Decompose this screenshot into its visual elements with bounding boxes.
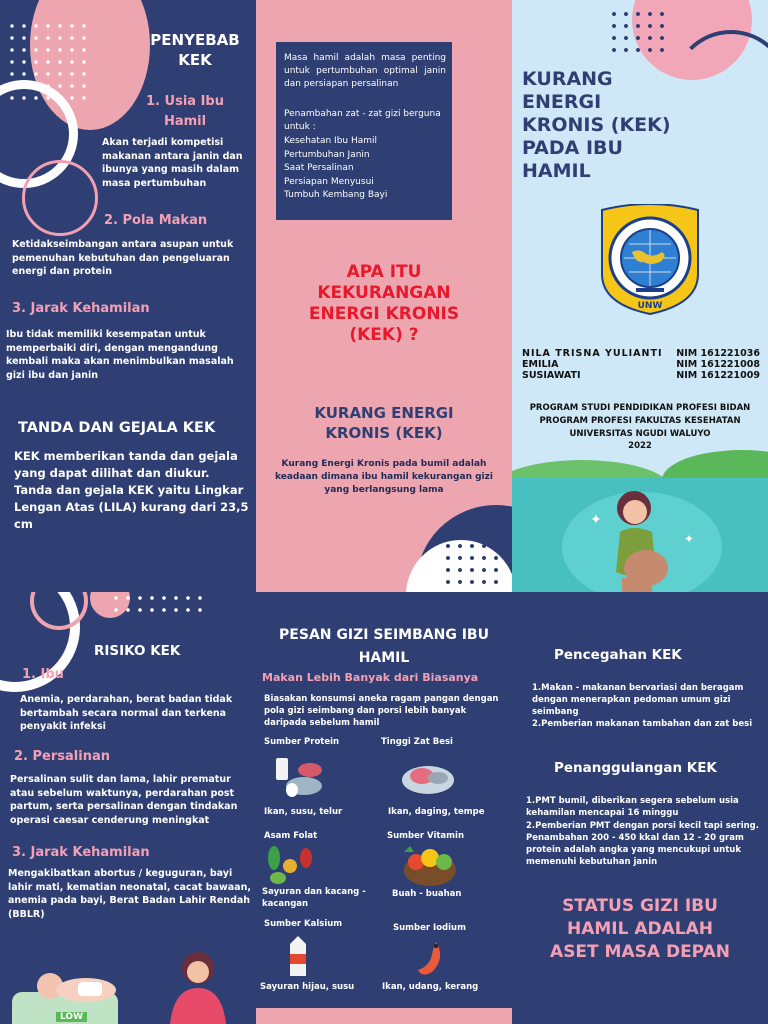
cover-title: KURANG ENERGI KRONIS (KEK) PADA IBU HAMIL bbox=[522, 68, 671, 182]
protein-icon bbox=[272, 754, 326, 802]
gizi-heading: PESAN GIZI SEIMBANG IBU HAMIL bbox=[279, 627, 489, 666]
author-nim: NIM 161221036 bbox=[676, 348, 760, 359]
university-logo bbox=[596, 204, 704, 316]
shrimp-icon bbox=[412, 938, 446, 978]
penyebab-heading: PENYEBAB KEK bbox=[150, 31, 240, 69]
cause-3-title: 3. Jarak Kehamilan bbox=[12, 301, 150, 316]
status-message: STATUS GIZI IBU HAMIL ADALAH ASET MASA DEPAN bbox=[550, 896, 730, 962]
panel-gizi bbox=[256, 592, 512, 1024]
list-item: Kesehatan Ibu Hamil bbox=[284, 136, 378, 146]
pregnant-woman-illustration bbox=[602, 488, 682, 592]
author-nim: NIM 161221009 bbox=[676, 370, 760, 381]
panel-penyebab bbox=[0, 0, 256, 592]
food-title: Sumber Kalsium bbox=[264, 919, 343, 929]
cause-3-text: Ibu tidak memiliki kesempatan untuk memperbaiki diri, dengan mengandung kembali maka akan menimbulkan masalah gizi ibu dan janin bbox=[6, 329, 234, 381]
dots-decoration bbox=[442, 540, 502, 592]
panel-risiko bbox=[0, 592, 256, 1024]
penanggulangan-item-2: 2.Pemberian PMT dengan porsi kecil tapi sering. Penambahan 200 - 450 kkal dan 12 - 20 gram protein adalah angka yang mencukupi untuk memenuhi kebutuhan janin bbox=[526, 821, 759, 867]
author-name: EMILIA bbox=[522, 359, 559, 370]
program-text: PROGRAM STUDI PENDIDIKAN PROFESI BIDAN PROGRAM PROFESI FAKULTAS KESEHATAN UNIVERSITAS NGUDI WALUYO bbox=[529, 403, 751, 439]
list-item: Pertumbuhan Janin bbox=[284, 149, 370, 160]
risk-1-text: Anemia, perdarahan, berat badan tidak bertambah secara normal dan terkena penyakit infeksi bbox=[20, 694, 233, 732]
risk-2-title: 2. Persalinan bbox=[14, 749, 110, 764]
food-title: Tinggi Zat Besi bbox=[381, 737, 453, 747]
info-box-intro: Masa hamil adalah masa penting untuk pertumbuhan optimal janin dan persiapan persalinan bbox=[284, 53, 446, 89]
risiko-heading: RISIKO KEK bbox=[94, 643, 181, 659]
authors-list bbox=[522, 348, 760, 381]
pink-strip bbox=[256, 1008, 512, 1024]
pencegahan-item-2: 2.Pemberian makanan tambahan dan zat besi bbox=[532, 719, 753, 729]
food-title: Sumber Iodium bbox=[393, 923, 466, 933]
cause-2-title: 2. Pola Makan bbox=[104, 213, 208, 228]
info-box-list bbox=[284, 135, 446, 203]
food-caption: Ikan, susu, telur bbox=[264, 807, 343, 817]
food-title: Sumber Protein bbox=[264, 737, 340, 747]
pencegahan-heading: Pencegahan KEK bbox=[554, 647, 682, 663]
folate-food-icon bbox=[264, 844, 316, 886]
cause-2-text: Ketidakseimbangan antara asupan untuk pemenuhan kebutuhan dan pengeluaran energi dan protein bbox=[12, 239, 234, 277]
food-caption: Ikan, daging, tempe bbox=[388, 807, 485, 817]
mother-illustration bbox=[160, 948, 236, 1024]
kek-definition: Kurang Energi Kronis pada bumil adalah keadaan dimana ibu hamil kekurangan gizi yang berlangsung lama bbox=[275, 459, 493, 495]
risk-2-text: Persalinan sulit dan lama, lahir prematur atau sebelum waktunya, perdarahan post partum, serta persalinan dengan tindakan operasi caesar cenderung meningkat bbox=[10, 774, 238, 826]
dots-decoration bbox=[6, 20, 86, 100]
fruit-icon bbox=[400, 844, 460, 888]
author-name: NILA TRISNA YULIANTI bbox=[522, 348, 663, 359]
calcium-icon bbox=[286, 934, 310, 978]
baby-illustration bbox=[28, 966, 124, 1006]
food-caption: Sayuran hijau, susu bbox=[260, 982, 355, 992]
list-item: Saat Persalinan bbox=[284, 163, 354, 173]
list-item: Persiapan Menyusui bbox=[284, 176, 374, 187]
gizi-intro: Biasakan konsumsi aneka ragam pangan dengan pola gizi seimbang dan porsi lebih banyak daripada sebelum hamil bbox=[264, 694, 499, 728]
cause-1-text: Akan terjadi kompetisi makanan antara janin dan ibunya yang masih dalam masa pertumbuhan bbox=[102, 137, 243, 189]
food-title: Sumber Vitamin bbox=[387, 831, 464, 841]
gizi-subheading: Makan Lebih Banyak dari Biasanya bbox=[262, 671, 479, 684]
dots-decoration bbox=[608, 8, 668, 56]
food-title: Asam Folat bbox=[264, 831, 318, 841]
info-box-intro-2: Penambahan zat - zat gizi berguna untuk : bbox=[284, 109, 441, 132]
question-heading: APA ITU KEKURANGAN ENERGI KRONIS (KEK) ? bbox=[308, 262, 460, 345]
food-caption: Buah - buahan bbox=[392, 889, 462, 899]
logo-text: UNW bbox=[637, 301, 663, 311]
sparkle-icon: ✦ bbox=[590, 512, 602, 528]
dots-decoration bbox=[110, 592, 206, 614]
cause-1-title: 1. Usia Ibu Hamil bbox=[146, 94, 224, 129]
iron-food-icon bbox=[400, 758, 454, 798]
sparkle-icon: ✦ bbox=[684, 532, 695, 546]
tanda-heading: TANDA DAN GEJALA KEK bbox=[18, 420, 216, 436]
risk-3-title: 3. Jarak Kehamilan bbox=[12, 845, 150, 860]
ring-decoration bbox=[22, 160, 98, 236]
author-name: SUSIAWATI bbox=[522, 370, 581, 381]
year-text: 2022 bbox=[628, 441, 652, 451]
panel-pencegahan bbox=[512, 592, 768, 1024]
risk-1-title: 1. Ibu bbox=[22, 667, 64, 682]
penanggulangan-item-1: 1.PMT bumil, diberikan segera sebelum usia kehamilan mencapai 16 minggu bbox=[526, 796, 739, 818]
tanda-text: KEK memberikan tanda dan gejala yang dapat dilihat dan diukur. Tanda dan gejala KEK yaitu Lingkar Lengan Atas (LILA) kurang dari 23,5 cm bbox=[14, 449, 249, 531]
panel-cover bbox=[512, 0, 768, 592]
scale-label: LOW bbox=[56, 1012, 87, 1022]
food-caption: Ikan, udang, kerang bbox=[382, 982, 479, 992]
risk-3-text: Mengakibatkan abortus / keguguran, bayi lahir mati, kematian neonatal, cacat bawaan, anemia pada bayi, Berat Badan Lahir Rendah (BBLR) bbox=[8, 868, 251, 920]
list-item: Tumbuh Kembang Bayi bbox=[284, 190, 388, 200]
kek-subheading: KURANG ENERGI KRONIS (KEK) bbox=[314, 404, 454, 442]
food-caption: Sayuran dan kacang - kacangan bbox=[262, 887, 366, 909]
author-nim: NIM 161221008 bbox=[676, 359, 760, 370]
info-box bbox=[276, 42, 452, 220]
panel-apa-itu bbox=[256, 0, 512, 592]
penanggulangan-heading: Penanggulangan KEK bbox=[554, 760, 717, 776]
pencegahan-item-1: 1.Makan - makanan bervariasi dan beragam dengan menerapkan pedoman umum gizi seimbang bbox=[532, 683, 744, 717]
